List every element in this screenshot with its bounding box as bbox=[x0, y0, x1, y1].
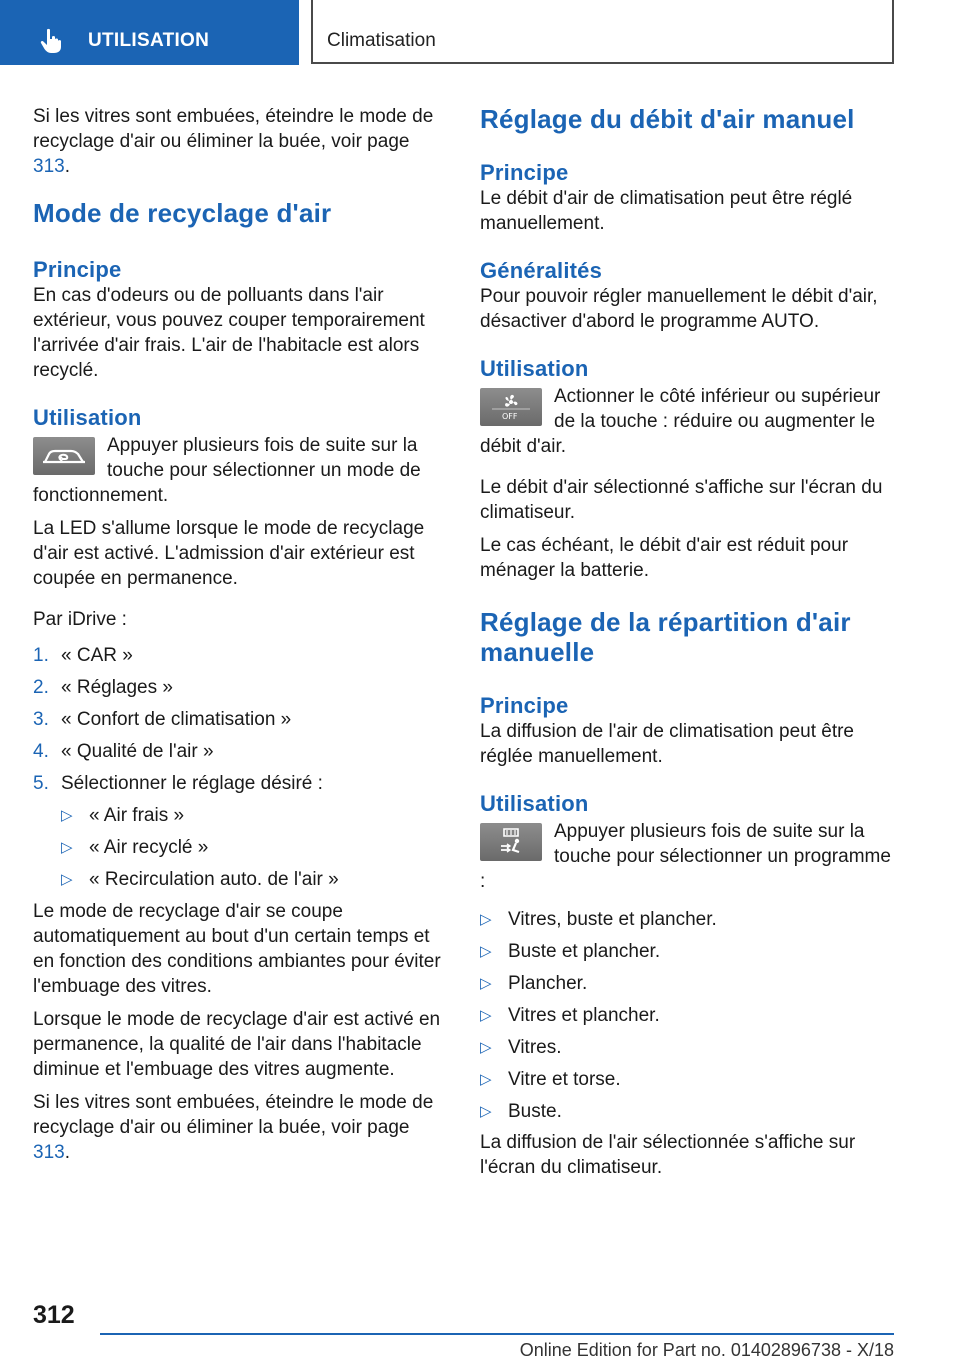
list-item bbox=[33, 704, 448, 736]
triangle-bullet-icon: ▷ bbox=[480, 1103, 492, 1120]
usage-heading: Utilisation bbox=[480, 791, 589, 816]
idrive-text: Par iDrive : bbox=[33, 609, 127, 630]
option-text: « Recirculation auto. de l'air » bbox=[89, 869, 339, 890]
display-text: Le débit d'air sélectionné s'affiche sur l'écran du climatiseur. bbox=[480, 477, 883, 523]
program-list bbox=[480, 904, 895, 1128]
list-item bbox=[61, 864, 448, 896]
general-text: Pour pouvoir régler manuellement le débit d'air, désactiver d'abord le programme AUTO. bbox=[480, 286, 878, 332]
usage-paragraph bbox=[480, 384, 895, 459]
intro-paragraph bbox=[33, 104, 448, 179]
section-tab[interactable] bbox=[0, 0, 299, 65]
left-column bbox=[33, 104, 448, 1173]
section-label: UTILISATION bbox=[88, 30, 210, 51]
triangle-bullet-icon: ▷ bbox=[480, 1071, 492, 1088]
list-item bbox=[480, 1096, 895, 1128]
program-text: Vitres, buste et plancher. bbox=[508, 909, 717, 930]
usage-heading: Utilisation bbox=[33, 405, 142, 430]
outro-paragraph bbox=[33, 1090, 448, 1165]
list-item bbox=[61, 832, 448, 864]
intro-end: . bbox=[64, 156, 70, 177]
triangle-bullet-icon: ▷ bbox=[480, 911, 492, 928]
intro-text: Si les vitres sont embuées, éteindre le mode de recyclage d'air ou éliminer la buée, voir page bbox=[33, 106, 434, 152]
footer-divider bbox=[100, 1333, 894, 1335]
outro-text: Si les vitres sont embuées, éteindre le mode de recyclage d'air ou éliminer la buée, voir page bbox=[33, 1092, 434, 1138]
fan-button-icon bbox=[480, 388, 542, 426]
edition-text: Online Edition for Part no. 01402896738 - X/18 bbox=[519, 1340, 894, 1360]
principle-text: En cas d'odeurs ou de polluants dans l'air extérieur, vous pouvez couper temporairement l'arrivée d'air frais. L'air de l'habitacle est alors recyclé. bbox=[33, 285, 425, 381]
triangle-bullet-icon: ▷ bbox=[480, 1007, 492, 1024]
triangle-bullet-icon: ▷ bbox=[61, 839, 73, 856]
closing-text: La diffusion de l'air sélectionnée s'affiche sur l'écran du climatiseur. bbox=[480, 1132, 856, 1178]
section-title: Mode de recyclage d'air bbox=[33, 198, 332, 228]
off-label: OFF bbox=[502, 412, 518, 421]
usage-text: Actionner le côté inférieur ou supérieur de la touche : réduire ou augmenter le débit d'air. bbox=[480, 386, 881, 457]
usage-text: Appuyer plusieurs fois de suite sur la touche pour sélectionner un mode de fonctionnement. bbox=[33, 435, 421, 506]
triangle-bullet-icon: ▷ bbox=[480, 943, 492, 960]
right-column bbox=[480, 104, 895, 1188]
list-item bbox=[480, 1000, 895, 1032]
general-heading: Généralités bbox=[480, 258, 603, 283]
air-distribution-button-icon bbox=[480, 823, 542, 861]
list-item bbox=[480, 936, 895, 968]
page-link[interactable]: 313 bbox=[33, 1142, 65, 1163]
section-title: Réglage de la répartition d'air manuelle bbox=[480, 607, 851, 667]
battery-text: Le cas échéant, le débit d'air est réduit pour ménager la batterie. bbox=[480, 535, 849, 581]
triangle-bullet-icon: ▷ bbox=[61, 871, 73, 888]
list-item bbox=[480, 904, 895, 936]
triangle-bullet-icon: ▷ bbox=[480, 1039, 492, 1056]
step-number: 5. bbox=[33, 773, 49, 794]
chapter-header bbox=[311, 0, 894, 64]
list-item bbox=[480, 1064, 895, 1096]
page-link[interactable]: 313 bbox=[33, 156, 65, 177]
principle-text: Le débit d'air de climatisation peut être réglé manuellement. bbox=[480, 188, 853, 234]
recirculation-button-icon bbox=[33, 437, 95, 475]
auto-text: Le mode de recyclage d'air se coupe automatiquement au bout d'un certain temps et en fonction des conditions ambiantes pour éviter l'embuage des vitres. bbox=[33, 901, 441, 997]
program-text: Vitre et torse. bbox=[508, 1069, 621, 1090]
idrive-steps bbox=[33, 640, 448, 800]
step-text: « Confort de climatisation » bbox=[61, 709, 292, 730]
option-text: « Air recyclé » bbox=[89, 837, 209, 858]
chapter-label: Climatisation bbox=[327, 30, 436, 51]
step-number: 1. bbox=[33, 645, 49, 666]
option-text: « Air frais » bbox=[89, 805, 185, 826]
principle-heading: Principe bbox=[33, 257, 122, 282]
triangle-bullet-icon: ▷ bbox=[61, 807, 73, 824]
principle-heading: Principe bbox=[480, 160, 569, 185]
list-item bbox=[33, 768, 448, 800]
usage-paragraph bbox=[480, 819, 895, 894]
list-item bbox=[480, 1032, 895, 1064]
triangle-bullet-icon: ▷ bbox=[480, 975, 492, 992]
usage-heading: Utilisation bbox=[480, 356, 589, 381]
step-text: « Réglages » bbox=[61, 677, 173, 698]
step-number: 3. bbox=[33, 709, 49, 730]
list-item bbox=[480, 968, 895, 1000]
program-text: Buste et plancher. bbox=[508, 941, 661, 962]
step-text: « Qualité de l'air » bbox=[61, 741, 214, 762]
list-item bbox=[33, 672, 448, 704]
program-text: Plancher. bbox=[508, 973, 588, 994]
led-text: La LED s'allume lorsque le mode de recyclage d'air est activé. L'admission d'air extérieur est coupée en permanence. bbox=[33, 518, 425, 589]
list-item bbox=[33, 640, 448, 672]
page-number: 312 bbox=[33, 1301, 75, 1329]
outro-end: . bbox=[64, 1142, 70, 1163]
step-text: « CAR » bbox=[61, 645, 133, 666]
step-number: 2. bbox=[33, 677, 49, 698]
usage-paragraph bbox=[33, 433, 448, 508]
list-item bbox=[61, 800, 448, 832]
usage-text: Appuyer plusieurs fois de suite sur la touche pour sélectionner un programme : bbox=[480, 821, 891, 892]
principle-heading: Principe bbox=[480, 693, 569, 718]
hand-pointer-icon bbox=[38, 27, 66, 55]
program-text: Vitres et plancher. bbox=[508, 1005, 660, 1026]
principle-text: La diffusion de l'air de climatisation peut être réglée manuellement. bbox=[480, 721, 854, 767]
permanent-text: Lorsque le mode de recyclage d'air est activé en permanence, la qualité de l'air dans l'habitacle diminue et l'embuage des vitres augmente. bbox=[33, 1009, 441, 1080]
section-title: Réglage du débit d'air manuel bbox=[480, 104, 855, 134]
list-item bbox=[33, 736, 448, 768]
program-text: Vitres. bbox=[508, 1037, 562, 1058]
step-number: 4. bbox=[33, 741, 49, 762]
program-text: Buste. bbox=[508, 1101, 562, 1122]
step-text: Sélectionner le réglage désiré : bbox=[61, 773, 323, 794]
air-options bbox=[33, 800, 448, 896]
